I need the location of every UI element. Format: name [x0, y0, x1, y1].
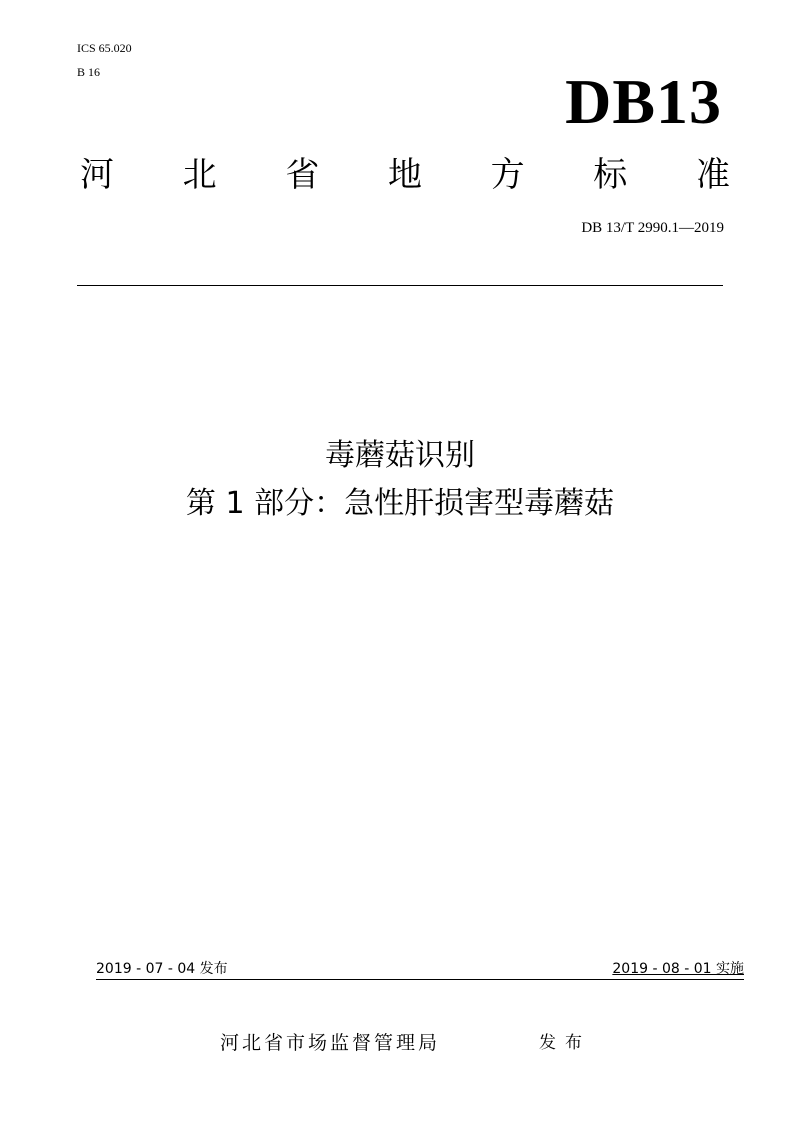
- ics-code: ICS 65.020: [77, 41, 132, 55]
- standard-mark: DB13: [565, 66, 722, 137]
- standard-type-char: 方: [490, 155, 525, 195]
- publish-label: 发布: [539, 1033, 591, 1053]
- standard-type-char: 河: [80, 155, 114, 195]
- ccs-code: B 16: [77, 65, 101, 79]
- implementation-date: 2019 - 08 - 01 实施: [612, 961, 744, 977]
- standard-type-char: 北: [182, 155, 217, 195]
- document-title: [0, 432, 800, 528]
- standard-type-char: 标: [593, 155, 628, 195]
- publisher-name: 河北省市场监督管理局: [220, 1032, 441, 1054]
- title-line-part: 第 1 部分：急性肝损害型毒蘑菇: [185, 486, 615, 521]
- standard-number: DB 13/T 2990.1—2019: [581, 220, 724, 236]
- standard-type-char: 准: [695, 155, 730, 195]
- standard-type-char: 省: [285, 155, 320, 195]
- date-divider: [96, 979, 744, 980]
- header-divider: [77, 285, 723, 286]
- standard-type-char: 地: [387, 155, 422, 195]
- title-line-main: 毒蘑菇识别: [325, 438, 475, 473]
- issue-date: 2019 - 07 - 04 发布: [96, 961, 228, 977]
- standard-type-heading: [80, 150, 730, 200]
